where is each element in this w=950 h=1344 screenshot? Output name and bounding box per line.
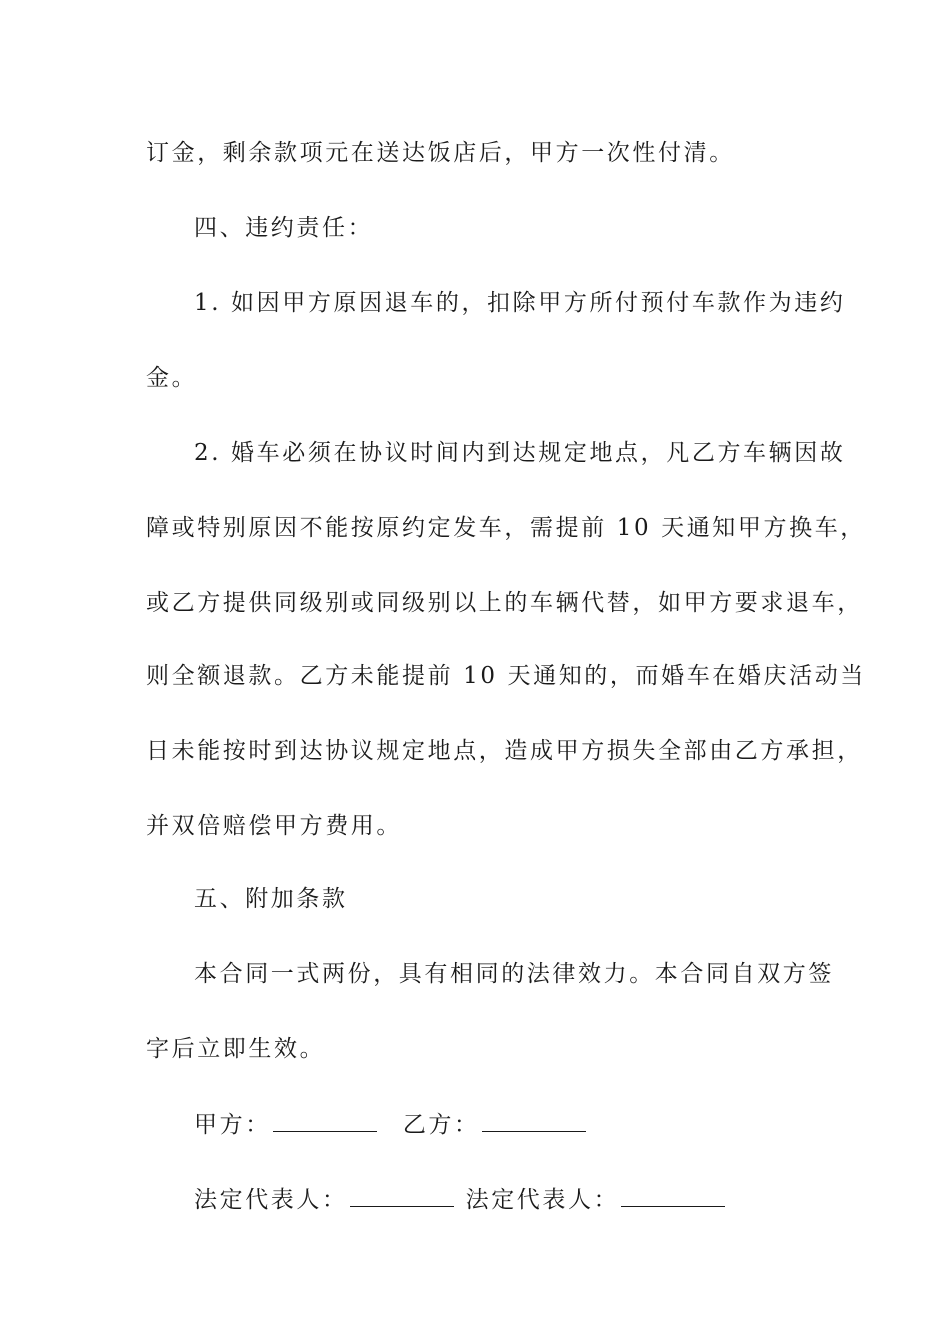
rep-a-signature-blank	[350, 1184, 454, 1207]
paragraph-line: 并双倍赔偿甲方费用。	[146, 813, 402, 839]
paragraph-line: 本合同一式两份，具有相同的法律效力。本合同自双方签	[194, 961, 834, 987]
paragraph-line: 则全额退款。乙方未能提前 10 天通知的，而婚车在婚庆活动当	[146, 663, 866, 689]
paragraph-line: 字后立即生效。	[146, 1036, 326, 1062]
signature-row-representatives	[194, 1184, 725, 1215]
rep-b-label: 法定代表人：	[465, 1187, 620, 1213]
section-heading-additional: 五、附加条款	[194, 886, 348, 912]
paragraph-line: 日未能按时到达协议规定地点，造成甲方损失全部由乙方承担，	[146, 738, 863, 764]
paragraph-line: 金。	[146, 365, 198, 391]
signature-row-parties	[194, 1109, 586, 1140]
paragraph-line: 或乙方提供同级别或同级别以上的车辆代替，如甲方要求退车，	[146, 590, 863, 616]
party-a-signature-blank	[273, 1109, 377, 1132]
section-heading-breach: 四、违约责任：	[194, 215, 374, 241]
party-a-label: 甲方：	[194, 1112, 271, 1138]
paragraph-line: 2. 婚车必须在协议时间内到达规定地点，凡乙方车辆因故	[194, 440, 846, 466]
paragraph-line: 订金，剩余款项元在送达饭店后，甲方一次性付清。	[146, 140, 735, 166]
party-b-signature-blank	[482, 1109, 586, 1132]
party-b-label: 乙方：	[402, 1112, 480, 1138]
rep-a-label: 法定代表人：	[194, 1187, 348, 1213]
rep-b-signature-blank	[621, 1184, 725, 1207]
paragraph-line: 1. 如因甲方原因退车的，扣除甲方所付预付车款作为违约	[194, 290, 846, 316]
paragraph-line: 障或特别原因不能按原约定发车，需提前 10 天通知甲方换车，	[146, 515, 866, 541]
